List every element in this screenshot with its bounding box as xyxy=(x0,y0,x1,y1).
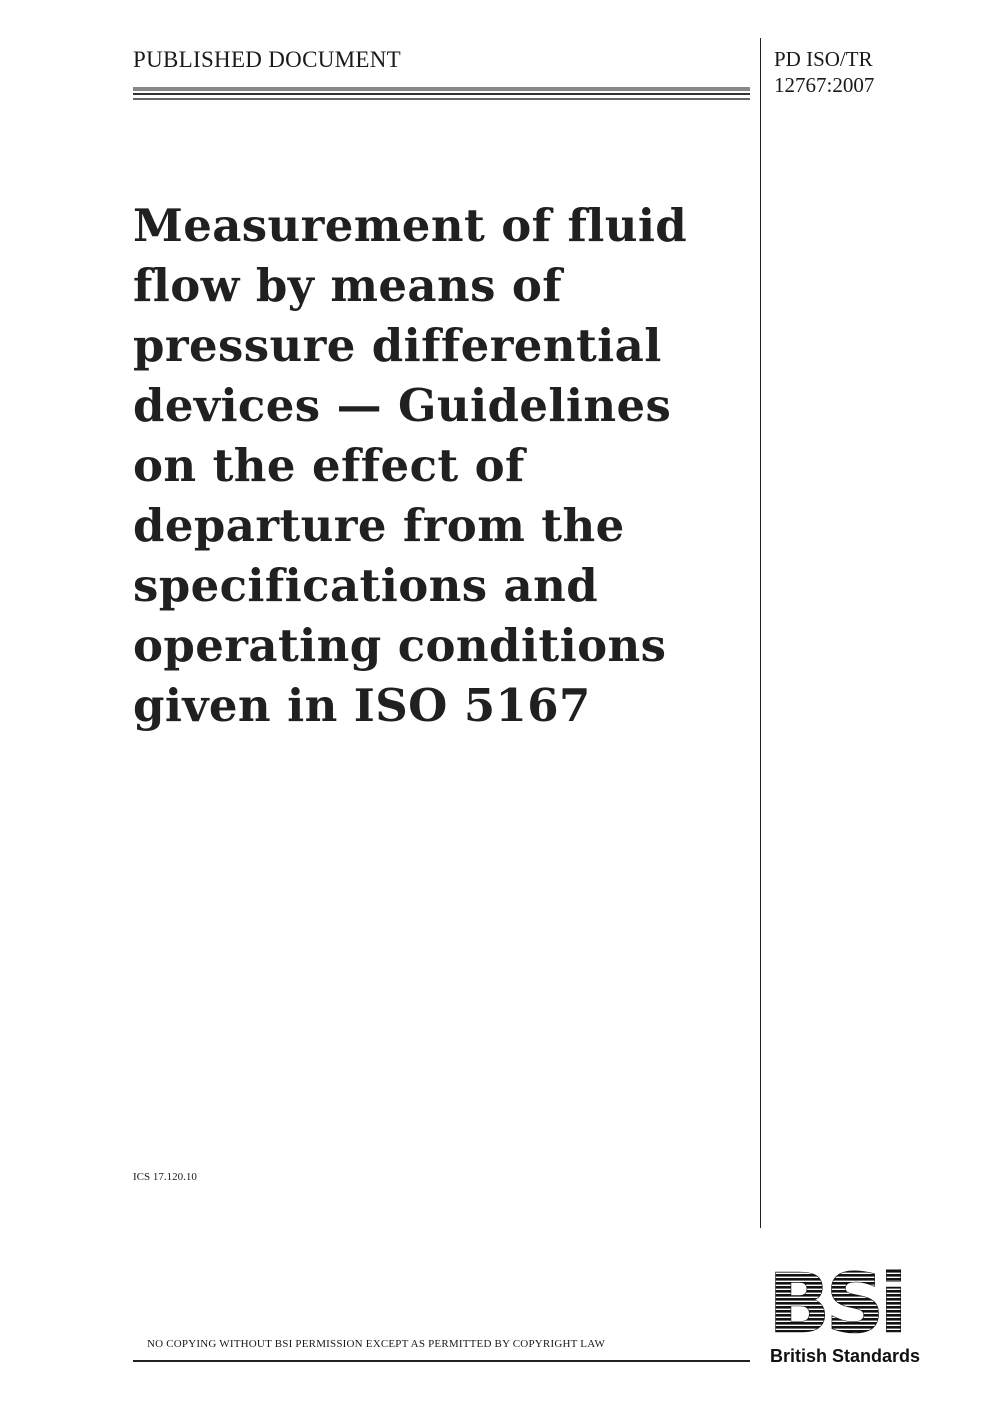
title-line: given in ISO 5167 xyxy=(133,679,591,732)
document-code-number: 12767:2007 xyxy=(774,73,875,97)
title-line: specifications and xyxy=(133,559,599,612)
footer-rule xyxy=(133,1360,750,1362)
vertical-divider xyxy=(760,38,761,1228)
ics-code: ICS 17.120.10 xyxy=(133,1171,197,1183)
header-rule-bottom xyxy=(133,98,750,100)
title-line: Measurement of fluid xyxy=(133,199,688,252)
title-line: devices — Guidelines xyxy=(133,379,672,432)
title-line: on the effect of xyxy=(133,439,525,492)
title-line: pressure differential xyxy=(133,319,662,372)
document-code xyxy=(774,46,874,98)
bsi-logo xyxy=(768,1262,943,1372)
published-document-label: PUBLISHED DOCUMENT xyxy=(133,47,401,72)
title-line: departure from the xyxy=(133,499,625,552)
header-rule-middle xyxy=(133,93,750,95)
title-line: operating conditions xyxy=(133,619,667,672)
document-title xyxy=(133,196,733,736)
document-code-series: PD ISO/TR xyxy=(774,47,873,71)
copyright-notice: NO COPYING WITHOUT BSI PERMISSION EXCEPT AS PERMITTED BY COPYRIGHT LAW xyxy=(147,1338,606,1350)
header-rule-top xyxy=(133,87,750,91)
bsi-logo-mark: BSi xyxy=(768,1262,903,1352)
title-line: flow by means of xyxy=(133,259,563,312)
bsi-logo-caption: British Standards xyxy=(770,1346,921,1366)
